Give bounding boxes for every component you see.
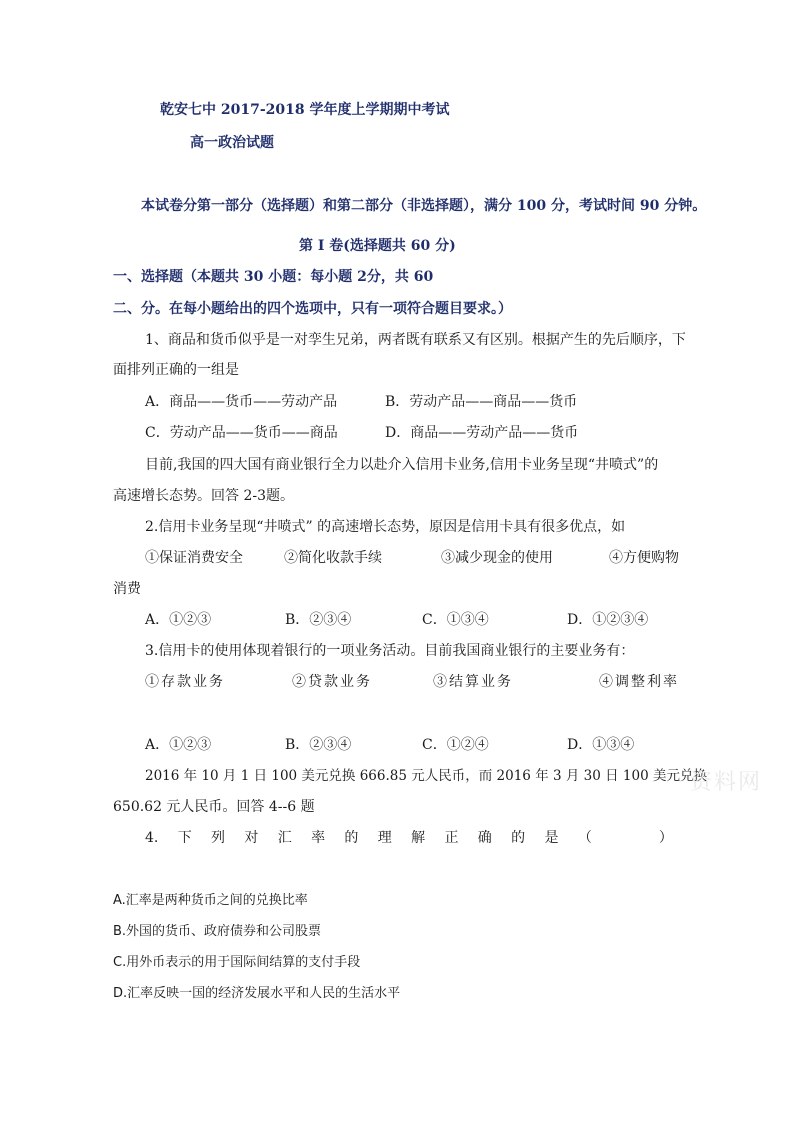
q3-option-c: C．①②④ [422,737,489,753]
exam-subtitle: 高一政治试题 [190,135,274,151]
material-2-line-2: 650.62 元人民币。回答 4--6 题 [113,799,315,815]
q2-statement-4: ④方便购物 [609,550,679,566]
q4-stem-char: 确 [477,830,492,846]
q2-statement-1: ①保证消费安全 [145,550,243,566]
q4-stem-char: 解 [411,830,426,846]
q4-stem-char: 对 [244,830,259,846]
q3-statement-3: ③结算业务 [433,674,513,690]
q1-option-a: A．商品——货币——劳动产品 [145,394,338,410]
q4-answer-blank [578,829,673,847]
q3-statement-1: ①存款业务 [145,674,225,690]
q1-stem-line-1: 1、商品和货币似乎是一对孪生兄弟，两者既有联系又有区别。根据产生的先后顺序，下 [145,332,686,348]
q4-stem-char: 下 [177,830,192,846]
q2-option-c: C．①③④ [422,612,489,628]
q1-option-d: D．商品——劳动产品——货币 [385,425,579,441]
q4-stem [145,829,673,847]
material-2-line-1: 2016 年 10 月 1 日 100 美元兑换 666.85 元人民币，而 2016 年 3 月 30 日 100 美元兑换 [145,768,707,784]
exam-title: 乾安七中 2017-2018 学年度上学期期中考试 [160,102,450,118]
q2-statement-3: ③减少现金的使用 [441,550,553,566]
q4-stem-char: 列 [211,830,226,846]
q1-stem-line-2: 面排列正确的一组是 [113,362,239,378]
q3-statement-4: ④调整利率 [599,674,679,690]
q2-option-b: B．②③④ [285,612,352,628]
q4-open-paren: （ [577,830,592,846]
q4-option-c: C.用外币表示的用于国际间结算的支付手段 [113,955,361,970]
q2-option-a: A．①②③ [145,612,212,628]
q3-stem: 3.信用卡的使用体现着银行的一项业务活动。目前我国商业银行的主要业务有： [145,643,635,659]
q2-option-d: D．①②③④ [567,612,649,628]
instruction-line-2: 二、分。在每小题给出的四个选项中，只有一项符合题目要求。） [113,301,512,317]
q3-option-b: B．②③④ [285,737,352,753]
q4-option-d: D.汇率反映一国的经济发展水平和人民的生活水平 [113,986,401,1001]
q4-stem-char: 的 [511,830,526,846]
q4-stem-char: 是 [544,830,559,846]
section-title: 第 I 卷(选择题共 60 分) [299,238,456,254]
q3-option-a: A．①②③ [145,737,212,753]
q4-stem-char: 正 [444,830,459,846]
q3-statement-2: ②贷款业务 [292,674,372,690]
material-1-line-2: 高速增长态势。回答 2-3题。 [113,488,294,504]
q2-statement-4-continued: 消费 [113,581,141,597]
material-1-line-1: 目前,我国的四大国有商业银行全力以赴介入信用卡业务,信用卡业务呈现“井喷式”的 [145,457,659,473]
exam-intro: 本试卷分第一部分（选择题）和第二部分（非选择题），满分 100 分，考试时间 90 分钟。 [141,198,707,214]
q2-statement-2: ②简化收款手续 [284,550,382,566]
q4-stem-char: 理 [377,830,392,846]
q4-stem-char: 率 [311,830,326,846]
q4-stem-char: 4. [145,830,159,846]
q3-option-d: D．①③④ [567,737,635,753]
watermark: 资料网 [690,770,763,795]
q1-option-b: B．劳动产品——商品——货币 [385,394,578,410]
q4-stem-char: 汇 [277,830,292,846]
instruction-line-1: 一、选择题（本题共 30 小题：每小题 2分，共 60 [113,269,434,285]
q4-close-paren: ） [658,830,673,846]
q1-option-c: C．劳动产品——货币——商品 [145,425,338,441]
q4-option-a: A.汇率是两种货币之间的兑换比率 [113,893,308,908]
q2-stem: 2.信用卡业务呈现“井喷式” 的高速增长态势，原因是信用卡具有很多优点，如 [145,519,626,535]
q4-option-b: B.外国的货币、政府债券和公司股票 [113,924,322,939]
q4-stem-char: 的 [344,830,359,846]
